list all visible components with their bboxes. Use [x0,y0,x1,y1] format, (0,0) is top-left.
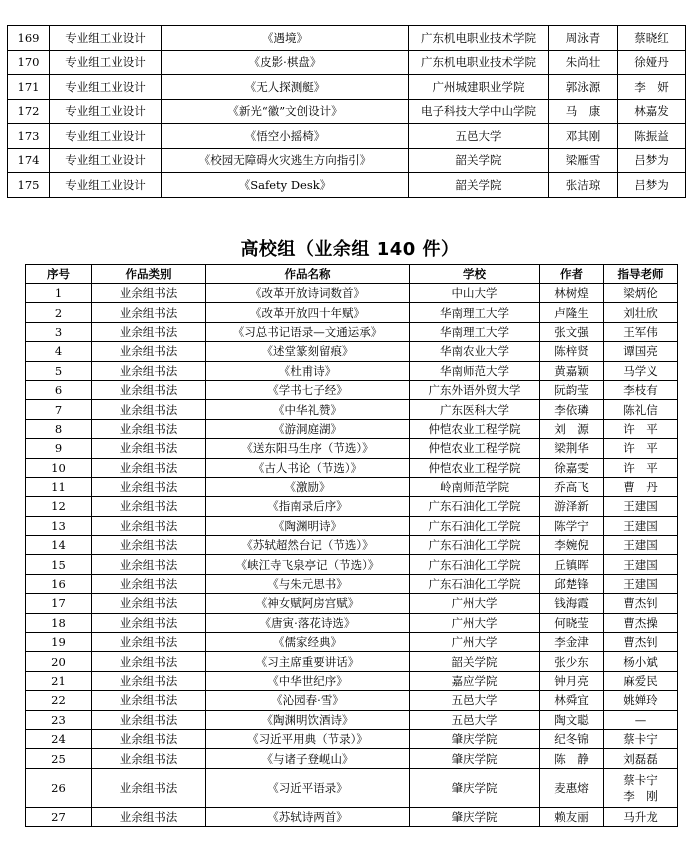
cell-no: 173 [8,124,50,149]
cell-title: 《激励》 [206,477,410,496]
cell-advisor: 马学义 [604,361,678,380]
table-row [26,497,678,516]
cell-author: 陶文聪 [540,710,604,729]
amateur-group-table [25,264,678,827]
cell-category: 专业组工业设计 [50,148,162,173]
cell-title: 《悟空小摇椅》 [162,124,409,149]
cell-title: 《送东阳马生序（节选）》 [206,439,410,458]
cell-author: 邓其刚 [549,124,618,149]
cell-title: 《陶渊明诗》 [206,516,410,535]
cell-school: 广东医科大学 [410,400,540,419]
cell-category: 业余组书法 [92,380,206,399]
cell-school: 仲恺农业工程学院 [410,419,540,438]
cell-no: 16 [26,574,92,593]
cell-no: 18 [26,613,92,632]
cell-author: 陈 静 [540,749,604,768]
table-row [8,50,686,75]
cell-author: 徐嘉雯 [540,458,604,477]
cell-author: 钱海霞 [540,594,604,613]
cell-no: 27 [26,807,92,826]
cell-no: 25 [26,749,92,768]
cell-no: 22 [26,691,92,710]
cell-no: 8 [26,419,92,438]
table-row [26,652,678,671]
cell-advisor: 曹杰操 [604,613,678,632]
cell-no: 175 [8,173,50,198]
cell-advisor: 姚婵玲 [604,691,678,710]
cell-author: 林树煌 [540,284,604,303]
cell-school: 广东石油化工学院 [410,536,540,555]
table-row [26,574,678,593]
table-row [26,361,678,380]
cell-advisor: 曹 丹 [604,477,678,496]
cell-title: 《遇境》 [162,26,409,51]
cell-category: 业余组书法 [92,613,206,632]
cell-title: 《无人探测艇》 [162,75,409,100]
table-row [26,749,678,768]
cell-author: 李依璘 [540,400,604,419]
cell-author: 丘镇晖 [540,555,604,574]
cell-advisor: 刘壮欣 [604,303,678,322]
cell-advisor: 林嘉发 [618,99,686,124]
cell-advisor: 杨小斌 [604,652,678,671]
cell-advisor: 许 平 [604,439,678,458]
cell-no: 21 [26,671,92,690]
cell-no: 10 [26,458,92,477]
cell-title: 《峡江寺飞泉亭记（节选）》 [206,555,410,574]
cell-no: 170 [8,50,50,75]
cell-school: 五邑大学 [409,124,549,149]
cell-no: 2 [26,303,92,322]
cell-category: 业余组书法 [92,439,206,458]
cell-title: 《中华世纪序》 [206,671,410,690]
cell-no: 14 [26,536,92,555]
previous-page-table-body [8,26,686,198]
cell-no: 7 [26,400,92,419]
table-row [26,594,678,613]
cell-title: 《述堂篆刻留痕》 [206,342,410,361]
table-row [8,75,686,100]
cell-advisor: 徐娅丹 [618,50,686,75]
cell-category: 业余组书法 [92,633,206,652]
table-row [26,807,678,826]
cell-school: 仲恺农业工程学院 [410,458,540,477]
table-header-row [26,265,678,284]
cell-school: 肇庆学院 [410,749,540,768]
cell-title: 《习主席重要讲话》 [206,652,410,671]
cell-advisor: 王建国 [604,574,678,593]
cell-no: 1 [26,284,92,303]
cell-title: 《古人书论（节选）》 [206,458,410,477]
cell-category: 业余组书法 [92,671,206,690]
table-row [8,26,686,51]
cell-school: 广州大学 [410,594,540,613]
cell-author: 赖友丽 [540,807,604,826]
cell-category: 专业组工业设计 [50,50,162,75]
cell-school: 韶关学院 [409,148,549,173]
cell-no: 4 [26,342,92,361]
cell-title: 《游洞庭湖》 [206,419,410,438]
cell-author: 郭泳源 [549,75,618,100]
cell-category: 业余组书法 [92,594,206,613]
header-author: 作者 [540,265,604,284]
table-row [26,536,678,555]
cell-author: 钟月亮 [540,671,604,690]
cell-title: 《与朱元思书》 [206,574,410,593]
cell-author: 陈学宁 [540,516,604,535]
cell-no: 3 [26,322,92,341]
cell-category: 业余组书法 [92,555,206,574]
cell-school: 肇庆学院 [410,768,540,807]
cell-title: 《与诸子登岘山》 [206,749,410,768]
cell-category: 专业组工业设计 [50,173,162,198]
cell-school: 广东石油化工学院 [410,516,540,535]
cell-category: 业余组书法 [92,516,206,535]
cell-category: 业余组书法 [92,342,206,361]
cell-school: 五邑大学 [410,691,540,710]
cell-category: 专业组工业设计 [50,124,162,149]
cell-category: 业余组书法 [92,710,206,729]
cell-no: 11 [26,477,92,496]
cell-school: 广东石油化工学院 [410,555,540,574]
cell-title: 《皮影·棋盘》 [162,50,409,75]
amateur-group-table-body [26,284,678,827]
table-row [26,729,678,748]
cell-school: 广州大学 [410,613,540,632]
cell-category: 专业组工业设计 [50,99,162,124]
table-row [26,613,678,632]
table-row [26,768,678,807]
cell-author: 乔高飞 [540,477,604,496]
previous-page-table [7,25,686,198]
cell-author: 麦惠熔 [540,768,604,807]
cell-category: 业余组书法 [92,458,206,477]
cell-title: 《中华礼赞》 [206,400,410,419]
cell-category: 专业组工业设计 [50,26,162,51]
table-row [26,710,678,729]
table-row [26,555,678,574]
cell-no: 13 [26,516,92,535]
table-row [26,691,678,710]
cell-advisor: 曹杰钊 [604,633,678,652]
cell-author: 何晓莹 [540,613,604,632]
cell-category: 专业组工业设计 [50,75,162,100]
cell-author: 陈梓贤 [540,342,604,361]
cell-advisor: 谭国亮 [604,342,678,361]
cell-school: 岭南师范学院 [410,477,540,496]
cell-author: 张洁琼 [549,173,618,198]
cell-school: 广东机电职业技术学院 [409,50,549,75]
cell-no: 171 [8,75,50,100]
cell-author: 游泽新 [540,497,604,516]
cell-school: 华南理工大学 [410,303,540,322]
cell-title: 《儒家经典》 [206,633,410,652]
cell-school: 仲恺农业工程学院 [410,439,540,458]
cell-title: 《唐寅·落花诗选》 [206,613,410,632]
cell-school: 嘉应学院 [410,671,540,690]
table-row [26,303,678,322]
cell-category: 业余组书法 [92,361,206,380]
table-row [26,342,678,361]
cell-title: 《苏轼诗两首》 [206,807,410,826]
cell-category: 业余组书法 [92,749,206,768]
header-title: 作品名称 [206,265,410,284]
table-row [26,284,678,303]
table-row [8,124,686,149]
cell-advisor: 刘磊磊 [604,749,678,768]
table-row [26,671,678,690]
cell-school: 电子科技大学中山学院 [409,99,549,124]
cell-no: 26 [26,768,92,807]
table-row [26,477,678,496]
cell-no: 19 [26,633,92,652]
cell-school: 广东外语外贸大学 [410,380,540,399]
header-no: 序号 [26,265,92,284]
table-row [26,419,678,438]
cell-title: 《陶渊明饮酒诗》 [206,710,410,729]
cell-category: 业余组书法 [92,497,206,516]
cell-no: 6 [26,380,92,399]
cell-advisor: 王建国 [604,516,678,535]
cell-no: 20 [26,652,92,671]
cell-advisor [604,768,678,807]
cell-no: 9 [26,439,92,458]
cell-advisor: 蔡晓红 [618,26,686,51]
cell-advisor: 王建国 [604,555,678,574]
cell-no: 24 [26,729,92,748]
table-row [26,458,678,477]
cell-author: 纪冬锦 [540,729,604,748]
cell-no: 15 [26,555,92,574]
header-category: 作品类别 [92,265,206,284]
cell-school: 华南师范大学 [410,361,540,380]
cell-author: 梁荆华 [540,439,604,458]
cell-school: 肇庆学院 [410,807,540,826]
cell-category: 业余组书法 [92,419,206,438]
cell-title: 《苏轼超然台记（节选）》 [206,536,410,555]
cell-advisor: 陈礼信 [604,400,678,419]
cell-advisor: 许 平 [604,419,678,438]
cell-school: 中山大学 [410,284,540,303]
cell-title: 《沁园春·雪》 [206,691,410,710]
cell-advisor: 王建国 [604,497,678,516]
cell-school: 华南理工大学 [410,322,540,341]
table-row [8,99,686,124]
cell-no: 23 [26,710,92,729]
cell-advisor: 马升龙 [604,807,678,826]
cell-advisor-line: 李 刚 [623,788,658,803]
cell-advisor: 吕梦为 [618,173,686,198]
cell-title: 《习近平用典（节录）》 [206,729,410,748]
cell-no: 172 [8,99,50,124]
cell-title: 《校园无障碍火灾逃生方向指引》 [162,148,409,173]
cell-category: 业余组书法 [92,807,206,826]
cell-category: 业余组书法 [92,400,206,419]
cell-category: 业余组书法 [92,477,206,496]
cell-advisor: 李枝有 [604,380,678,399]
table-row [8,148,686,173]
header-advisor: 指导老师 [604,265,678,284]
cell-author: 刘 源 [540,419,604,438]
cell-advisor: 王军伟 [604,322,678,341]
cell-category: 业余组书法 [92,284,206,303]
table-row [8,173,686,198]
cell-author: 李金津 [540,633,604,652]
table-row [26,633,678,652]
cell-category: 业余组书法 [92,691,206,710]
cell-advisor: — [604,710,678,729]
cell-author: 李婉倪 [540,536,604,555]
cell-advisor: 李 妍 [618,75,686,100]
cell-category: 业余组书法 [92,574,206,593]
cell-school: 广东机电职业技术学院 [409,26,549,51]
cell-advisor-line: 蔡卡宁 [623,772,658,787]
cell-author: 张少东 [540,652,604,671]
cell-school: 华南农业大学 [410,342,540,361]
cell-author: 林舜宜 [540,691,604,710]
table-row [26,380,678,399]
table-row [26,516,678,535]
cell-school: 广州大学 [410,633,540,652]
cell-no: 12 [26,497,92,516]
cell-author: 邱楚锋 [540,574,604,593]
cell-school: 韶关学院 [410,652,540,671]
cell-title: 《改革开放诗词数首》 [206,284,410,303]
cell-advisor: 蔡卡宁 [604,729,678,748]
table-row [26,439,678,458]
cell-title: 《Safety Desk》 [162,173,409,198]
cell-author: 卢隆生 [540,303,604,322]
cell-title: 《杜甫诗》 [206,361,410,380]
cell-title: 《习近平语录》 [206,768,410,807]
cell-school: 五邑大学 [410,710,540,729]
cell-advisor: 梁炳伦 [604,284,678,303]
header-school: 学校 [410,265,540,284]
cell-no: 17 [26,594,92,613]
cell-author: 周泳青 [549,26,618,51]
section-title: 高校组（业余组 140 件） [240,239,460,260]
cell-author: 马 康 [549,99,618,124]
cell-school: 韶关学院 [409,173,549,198]
table-row [26,400,678,419]
cell-advisor: 许 平 [604,458,678,477]
cell-advisor: 吕梦为 [618,148,686,173]
cell-category: 业余组书法 [92,303,206,322]
cell-advisor: 王建国 [604,536,678,555]
cell-title: 《神女赋阿房宫赋》 [206,594,410,613]
cell-author: 张文强 [540,322,604,341]
cell-title: 《指南录后序》 [206,497,410,516]
cell-category: 业余组书法 [92,652,206,671]
cell-title: 《新光“徽”文创设计》 [162,99,409,124]
cell-no: 174 [8,148,50,173]
cell-author: 朱尚壮 [549,50,618,75]
cell-school: 广州城建职业学院 [409,75,549,100]
cell-school: 广东石油化工学院 [410,497,540,516]
cell-advisor: 麻爱民 [604,671,678,690]
cell-advisor: 曹杰钊 [604,594,678,613]
cell-title: 《改革开放四十年赋》 [206,303,410,322]
cell-school: 肇庆学院 [410,729,540,748]
cell-title: 《学书七子经》 [206,380,410,399]
cell-category: 业余组书法 [92,729,206,748]
table-row [26,322,678,341]
cell-school: 广东石油化工学院 [410,574,540,593]
cell-advisor: 陈振益 [618,124,686,149]
cell-title: 《习总书记语录—文通运承》 [206,322,410,341]
cell-category: 业余组书法 [92,536,206,555]
cell-category: 业余组书法 [92,322,206,341]
cell-no: 169 [8,26,50,51]
cell-author: 梁雁雪 [549,148,618,173]
cell-category: 业余组书法 [92,768,206,807]
cell-author: 黄嘉颖 [540,361,604,380]
cell-author: 阮韵莹 [540,380,604,399]
cell-no: 5 [26,361,92,380]
